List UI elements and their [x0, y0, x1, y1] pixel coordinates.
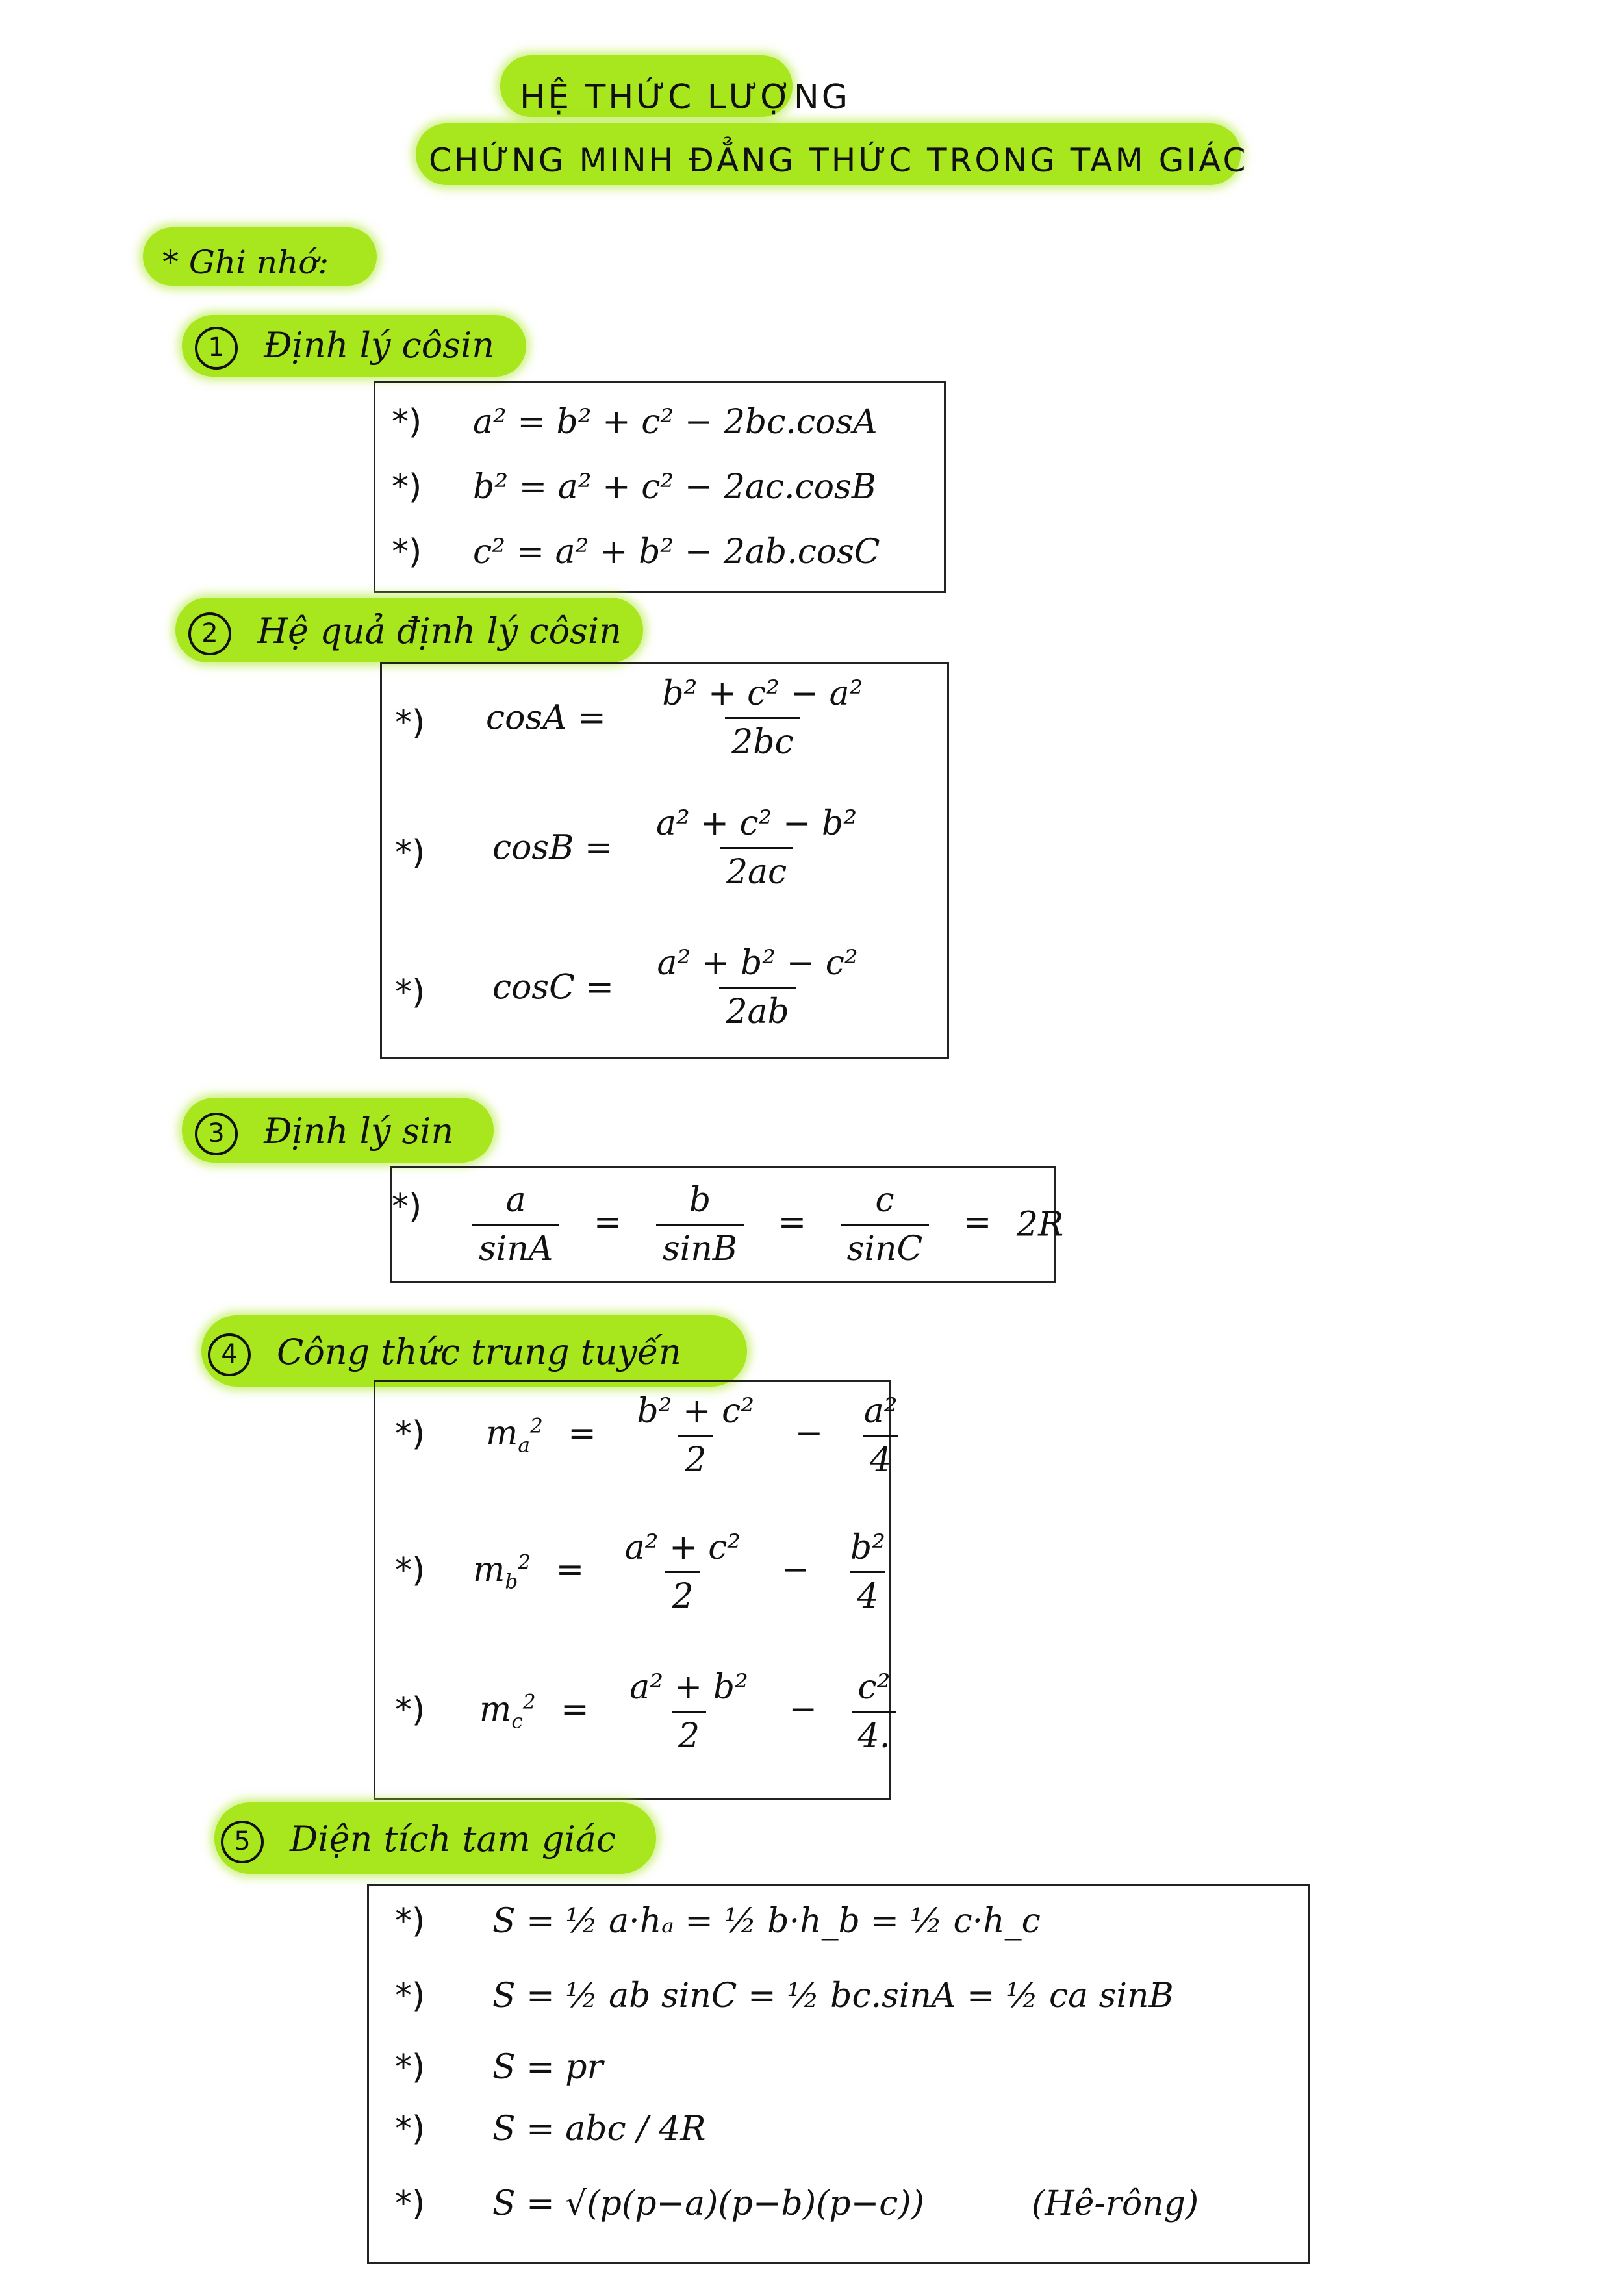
section-4-heading: 4 Công thức trung tuyến [208, 1331, 681, 1376]
equals-sign: = [963, 1203, 992, 1242]
formula: S = √(p(p−a)(p−b)(p−c)) [492, 2184, 924, 2223]
fraction [656, 1181, 744, 1268]
bullet: *) [395, 833, 425, 872]
formula [486, 674, 879, 762]
fraction [841, 1181, 930, 1268]
bullet: *) [395, 1691, 425, 1730]
bullet: *) [395, 2048, 425, 2087]
equals-sign: = [593, 1203, 622, 1242]
section-1-heading: 1 Định lý côsin [195, 325, 494, 370]
bullet: *) [395, 703, 425, 742]
median-lhs: $m_a^2$ [486, 1414, 543, 1457]
denominator: 4 [850, 1571, 885, 1616]
heron-label: (Hê-rông) [1032, 2184, 1199, 2223]
fraction [618, 1528, 747, 1616]
section-3-number: 3 [195, 1113, 238, 1155]
bullet: *) [395, 1902, 425, 1941]
bullet: *) [395, 973, 425, 1012]
bullet: *) [395, 1551, 425, 1590]
fraction [651, 944, 865, 1031]
formula-lhs: cosC = [492, 968, 615, 1007]
formula [492, 944, 874, 1031]
numerator: a² [863, 1392, 898, 1431]
denominator: 2 [678, 1435, 713, 1480]
fraction [472, 1181, 559, 1268]
formula-lhs: cosB = [492, 828, 613, 868]
section-2-number: 2 [188, 612, 231, 655]
bullet: *) [395, 1415, 425, 1454]
median-lhs: $m_c^2$ [479, 1690, 536, 1734]
formula [492, 804, 872, 892]
formula: S = pr [492, 2048, 603, 2087]
denominator: sinB [656, 1224, 744, 1268]
fraction [852, 1668, 897, 1756]
denominator: 2ac [720, 847, 793, 892]
denominator: sinC [841, 1224, 930, 1268]
denominator: 2ab [719, 987, 795, 1031]
section-1-number: 1 [195, 327, 238, 370]
denominator: 4. [852, 1711, 897, 1756]
numerator: a² + c² − b² [655, 804, 857, 843]
section-4-number: 4 [208, 1333, 251, 1376]
numerator: c [875, 1181, 894, 1220]
formula: S = ½ a·hₐ = ½ b·h_b = ½ c·h_c [492, 1902, 1041, 1941]
fraction [650, 804, 863, 892]
page-title: HỆ THỨC LƯỢNG [520, 78, 851, 117]
numerator: b² [850, 1528, 885, 1567]
cosine-law-box [374, 381, 946, 593]
numerator: b² + c² − a² [662, 674, 863, 713]
formula: c² = a² + b² − 2ab.cosC [473, 533, 880, 572]
sine-law-box [390, 1166, 1064, 1283]
numerator: a² + b² − c² [657, 944, 858, 983]
minus-sign: − [781, 1550, 810, 1589]
bullet: *) [392, 1187, 422, 1226]
denominator: 2 [672, 1711, 706, 1756]
section-5-number: 5 [221, 1821, 264, 1863]
section-3-heading: 3 Định lý sin [195, 1111, 453, 1155]
formula: S = ½ ab sinC = ½ bc.sinA = ½ ca sinB [492, 1976, 1174, 2015]
formula: S = abc / 4R [492, 2110, 706, 2149]
equals-sign: = [568, 1414, 596, 1453]
cosine-corollary-box [380, 662, 949, 1059]
fraction [630, 1392, 761, 1480]
median-box [374, 1380, 898, 1800]
equals-sign: = [778, 1203, 807, 1242]
numerator: c² [857, 1668, 891, 1707]
median-lhs: $m_b^2$ [473, 1550, 531, 1594]
equals-sign: = [561, 1690, 589, 1729]
sine-law-rhs: 2R [1016, 1205, 1064, 1244]
formula: b² = a² + c² − 2ac.cosB [473, 468, 876, 507]
formula-lhs: cosA = [486, 698, 606, 738]
bullet: *) [392, 403, 422, 442]
area-box [367, 1884, 1310, 2264]
numerator: a² + b² [629, 1668, 748, 1707]
minus-sign: − [794, 1414, 824, 1453]
denominator: sinA [472, 1224, 559, 1268]
formula [486, 1392, 913, 1480]
formula [479, 1668, 906, 1756]
bullet: *) [392, 533, 422, 572]
section-2-heading: 2 Hệ quả định lý côsin [188, 611, 622, 655]
fraction [655, 674, 869, 762]
section-5-heading: 5 Diện tích tam giác [221, 1819, 616, 1863]
bullet: *) [392, 468, 422, 507]
bullet: *) [395, 2184, 425, 2223]
minus-sign: − [789, 1690, 817, 1729]
equals-sign: = [555, 1550, 585, 1589]
denominator: 4 [863, 1435, 898, 1480]
formula [463, 1181, 1063, 1268]
numerator: b² + c² [637, 1392, 755, 1431]
denominator: 2 [665, 1571, 700, 1616]
formula [473, 1528, 901, 1616]
formula: a² = b² + c² − 2bc.cosA [473, 403, 878, 442]
fraction [857, 1392, 904, 1480]
page-subtitle: CHỨNG MINH ĐẲNG THỨC TRONG TAM GIÁC [429, 142, 1249, 179]
fraction [844, 1528, 892, 1616]
note-label: * Ghi nhớ: [162, 244, 329, 281]
numerator: b [689, 1181, 711, 1220]
fraction [623, 1668, 755, 1756]
denominator: 2bc [725, 717, 800, 762]
bullet: *) [395, 2110, 425, 2149]
numerator: a [505, 1181, 526, 1220]
bullet: *) [395, 1976, 425, 2015]
numerator: a² + c² [624, 1528, 741, 1567]
